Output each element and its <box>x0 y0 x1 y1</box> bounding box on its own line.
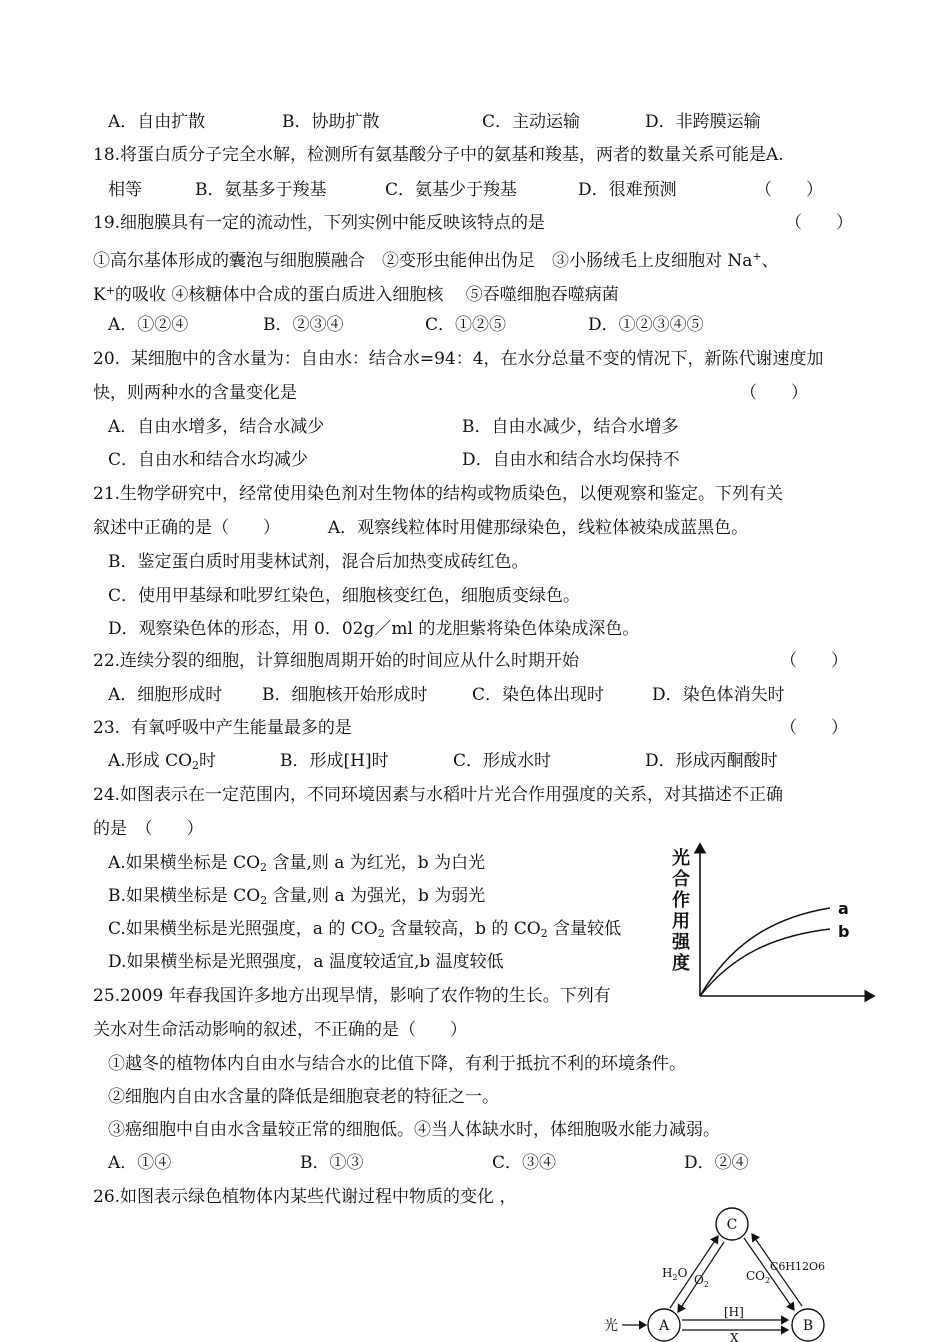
q18-stem: 18.将蛋白质分子完全水解，检测所有氨基酸分子中的氨基和羧基，两者的数量关系可能是A. <box>93 145 784 165</box>
photosynthesis-graph <box>668 838 880 1006</box>
label-o2: $O_2$ <box>694 1273 709 1289</box>
q26-stem: 26.如图表示绿色植物体内某些代谢过程中物质的变化 ， <box>93 1187 517 1207</box>
q17-option-a: A．自由扩散 <box>108 112 206 132</box>
q19-answer-paren: （ ） <box>785 213 853 233</box>
q25-line2: 关水对生命活动影响的叙述，不正确的是（ ） <box>93 1020 467 1040</box>
q20-line2: 快，则两种水的含量变化是 <box>93 383 297 403</box>
q21-stem: 21.生物学研究中，经常使用染色剂对生物体的结构或物质染色，以便观察和鉴定。下列有关 <box>93 484 784 504</box>
q24-option-b: B.如果横坐标是 $CO_2$ 含量,则 a 为强光，b 为弱光 <box>108 886 486 907</box>
label-co2: $CO_2$ <box>746 1269 771 1285</box>
ylabel-char: 用 <box>672 911 690 932</box>
ylabel-char: 光 <box>672 848 690 869</box>
q24-option-d: D.如果横坐标是光照强度，a 温度较适宜,b 温度较低 <box>108 952 504 972</box>
q18-option-a: 相等 <box>108 180 142 200</box>
q25-stem: 25.2009 年春我国许多地方出现旱情，影响了农作物的生长。下列有 <box>93 986 611 1006</box>
q23-answer-paren: （ ） <box>780 718 848 738</box>
q22-option-b: B．细胞核开始形成时 <box>262 685 428 705</box>
label-glucose: C6H12O6 <box>770 1260 826 1273</box>
q23-option-b: B．形成[H]时 <box>280 751 389 771</box>
q17-option-c: C．主动运输 <box>482 112 581 132</box>
curve-b-label: b <box>838 922 850 941</box>
q20-stem: 20. 某细胞中的含水量为：自由水：结合水=94：4，在水分总量不变的情况下，新陈代谢速度加 <box>93 349 824 369</box>
q18-option-c: C．氨基少于羧基 <box>385 180 518 200</box>
q25-option-d: D．②④ <box>684 1153 749 1173</box>
q25-statement-1: ①越冬的植物体内自由水与结合水的比值下降，有利于抵抗不利的环境条件。 <box>108 1054 686 1074</box>
q23-option-c: C．形成水时 <box>453 751 552 771</box>
q19-option-c: C．①②⑤ <box>425 315 507 335</box>
q20-option-c: C．自由水和结合水均减少 <box>108 450 309 470</box>
metabolism-diagram <box>596 1204 832 1342</box>
q25-statement-2: ②细胞内自由水含量的降低是细胞衰老的特征之一。 <box>108 1087 499 1107</box>
q20-answer-paren: （ ） <box>740 383 808 403</box>
ylabel-char: 强 <box>672 932 690 953</box>
q24-option-a: A.如果横坐标是 $CO_2$ 含量,则 a 为红光，b 为白光 <box>108 853 486 874</box>
q25-option-b: B．①③ <box>300 1153 364 1173</box>
q21-line2: 叙述中正确的是（ ） A．观察线粒体时用健那绿染色，线粒体被染成蓝黑色。 <box>93 518 749 538</box>
q17-option-b: B．协助扩散 <box>282 112 380 132</box>
q19-option-b: B．②③④ <box>263 315 344 335</box>
q23-option-a: A.形成 $CO_2$时 <box>108 751 217 772</box>
q24-option-c: C.如果横坐标是光照强度，a 的 $CO_2$ 含量较高，b 的 $CO_2$ 含量较低 <box>108 919 622 940</box>
q20-option-a: A．自由水增多，结合水减少 <box>108 417 325 437</box>
q22-option-c: C．染色体出现时 <box>472 685 605 705</box>
q22-stem: 22.连续分裂的细胞，计算细胞周期开始的时间应从什么时期开始 <box>93 651 580 671</box>
node-c-label: C <box>726 1217 738 1233</box>
label-light: 光 <box>604 1318 618 1334</box>
q21-option-b: B．鉴定蛋白质时用斐林试剂，混合后加热变成砖红色。 <box>108 552 529 572</box>
ylabel-char: 作 <box>672 890 690 911</box>
q21-option-d: D．观察染色体的形态，用 0．02g／ml 的龙胆紫将染色体染成深色。 <box>108 619 640 639</box>
label-h2o: $H_2O$ <box>662 1266 688 1282</box>
label-x: X <box>730 1331 739 1342</box>
q23-option-d: D．形成丙酮酸时 <box>645 751 778 771</box>
label-h: [H] <box>724 1305 744 1319</box>
q24-line2: 的是 （ ） <box>93 819 204 839</box>
q19-stem: 19.细胞膜具有一定的流动性，下列实例中能反映该特点的是 <box>93 213 546 233</box>
curve-b <box>700 929 830 996</box>
ylabel-char: 度 <box>672 953 690 974</box>
curve-a <box>700 908 830 996</box>
node-a-label: A <box>658 1318 670 1334</box>
q19-option-d: D．①②③④⑤ <box>588 315 704 335</box>
q18-answer-paren: （ ） <box>755 180 823 200</box>
curve-a-label: a <box>838 899 849 918</box>
q17-option-d: D．非跨膜运输 <box>645 112 761 132</box>
q22-option-a: A．细胞形成时 <box>108 685 223 705</box>
node-b-label: B <box>802 1318 814 1334</box>
q25-statement-3: ③癌细胞中自由水含量较正常的细胞低。④当人体缺水时，体细胞吸水能力减弱。 <box>108 1120 720 1140</box>
q24-stem: 24.如图表示在一定范围内，不同环境因素与水稻叶片光合作用强度的关系，对其描述不正确 <box>93 785 784 805</box>
q19-line3: K+的吸收 ④核糖体中合成的蛋白质进入细胞核 ⑤吞噬细胞吞噬病菌 <box>93 284 619 305</box>
q20-option-d: D．自由水和结合水均保持不 <box>462 450 680 470</box>
q22-option-d: D．染色体消失时 <box>652 685 785 705</box>
q23-stem: 23. 有氧呼吸中产生能量最多的是 <box>93 718 352 738</box>
q19-option-a: A．①②④ <box>108 315 189 335</box>
q22-answer-paren: （ ） <box>780 651 848 671</box>
q19-line2: ①高尔基体形成的囊泡与细胞膜融合 ②变形虫能伸出伪足 ③小肠绒毛上皮细胞对 Na+、 <box>93 250 779 271</box>
q25-option-c: C．③④ <box>492 1153 557 1173</box>
q20-option-b: B．自由水减少，结合水增多 <box>462 417 679 437</box>
ylabel-char: 合 <box>672 869 690 890</box>
q18-option-d: D．很难预测 <box>578 180 677 200</box>
q18-option-b: B．氨基多于羧基 <box>195 180 327 200</box>
q25-option-a: A．①④ <box>108 1153 172 1173</box>
q21-option-c: C．使用甲基绿和吡罗红染色，细胞核变红色，细胞质变绿色。 <box>108 586 581 606</box>
